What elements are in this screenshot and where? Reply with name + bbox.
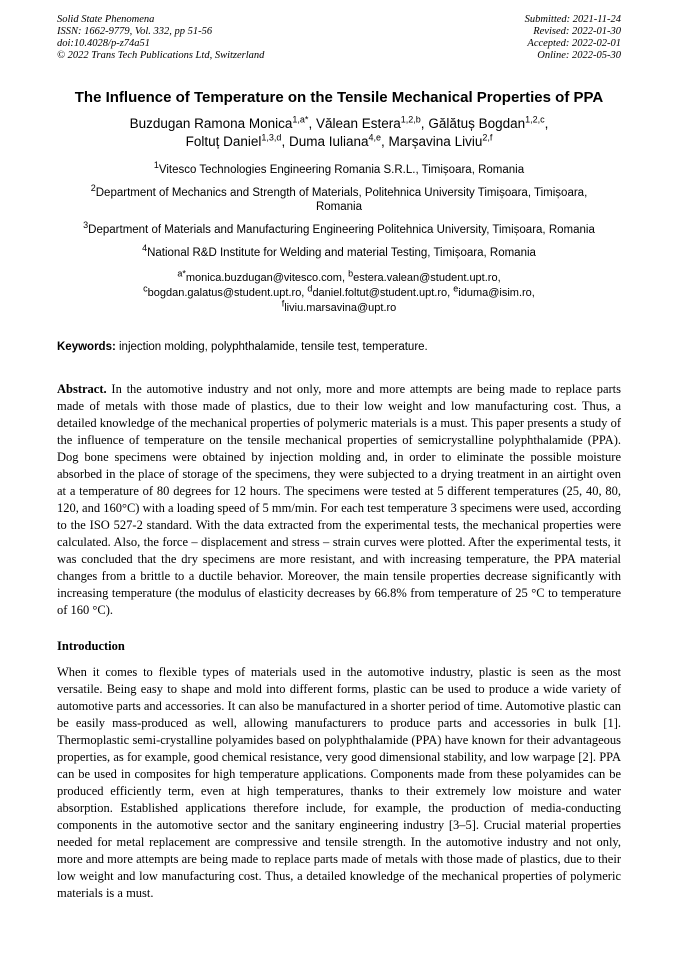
abstract	[57, 381, 621, 619]
journal-info	[57, 14, 264, 62]
author-name: Gălătuș Bogdan	[428, 116, 526, 131]
authors-line-1	[57, 115, 621, 133]
affiliation	[69, 160, 609, 177]
submission-dates	[525, 14, 621, 62]
date-accepted: Accepted: 2022-02-01	[527, 38, 621, 49]
author-separator: ,	[381, 134, 389, 149]
introduction-text: When it comes to flexible types of materials used in the automotive industry, plastic is seen as the most versatile. Being easy to shape and mold into different forms, plastic can be used to produce a wide variety of automotive parts and accessories. It can also be manufactured in a shorter period of time. Automotive plastic can be easily mass-produced as well, allowing manufacturers to produce parts and accessories in bulk [1]. Thermoplastic semi-crystalline polyamides based on polyphthalamide (PPA) have known for their advantageous properties, as for example, good chemical resistance, very good dimensional stability, and low warpage [2]. PPA can be used in composites for high temperature applications. Components made from these polyamides can be produced efficiently term, even at high temperatures, thanks to their extremely low moisture and water absorption. Established applications therefore include, for example, the production of media-conducting components in the automotive sector and the sanitary engineering industry [3–5]. Crucial material properties needed for metal replacement are compressive and tensile strength. In the automotive industry and not only, more and more attempts are being made to replace parts made of metals with those made of plastics, due to their low weight and low manufacturing cost. Thus, a detailed knowledge of the mechanical properties of polymeric materials is a must.	[57, 665, 621, 901]
abstract-text: In the automotive industry and not only, more and more attempts are being made to replace parts made of metals with those made of plastics, due to their low weight and low manufacturing cost. Thus, a detailed knowledge of the mechanical properties of polymeric materials is a must. This paper presents a study of the influence of temperature on the tensile mechanical properties of semicrystalline polyphthalamide (PPA). Dog bone specimens were obtained by injection molding and, in order to eliminate the possible moisture absorbed in the place of storage of the specimens, they were subjected to a drying treatment in an airtight oven at a temperature of 80 degrees for 12 hours. The specimens were tested at 5 different temperatures (25, 40, 80, 120, and 160°C) with a loading speed of 5 mm/min. For each test temperature 3 specimens were used, according to the ISO 527-2 standard. With the data extracted from the experimental tests, the mechanical properties were calculated. Also, the force – displacement and stress – strain curves were plotted. After the experimental tests, it was concluded that the dry specimens are more resistant, and with increasing temperature, the PPA material changes from a brittle to a ductile behavior. Moreover, the main tensile properties decrease significantly with increasing temperature (the modulus of elasticity decreases by 66.8% from temperature of 25 °C to temperature of 160 °C).	[57, 382, 621, 617]
author-separator: ,	[281, 134, 289, 149]
authors-block	[57, 115, 621, 151]
affiliation-text: Vitesco Technologies Engineering Romania S.R.L., Timișoara, Romania	[158, 164, 525, 176]
date-submitted: Submitted: 2021-11-24	[524, 14, 621, 25]
author-superscript: 1,a*	[292, 114, 309, 125]
affiliation	[69, 220, 609, 237]
author-name: Duma Iuliana	[288, 134, 369, 149]
affiliations-block	[57, 160, 621, 260]
journal-issn: ISSN: 1662-9779, Vol. 332, pp 51-56	[57, 26, 213, 37]
email-superscript: c	[143, 283, 148, 294]
affiliation-text: National R&D Institute for Welding and material Testing, Timișoara, Romania	[147, 247, 536, 259]
keywords-text: injection molding, polyphthalamide, tensile test, temperature.	[115, 341, 428, 353]
email-address: bogdan.galatus@student.upt.ro,	[147, 287, 308, 299]
email-address: liviu.marsavina@upt.ro	[284, 302, 397, 314]
keywords-line	[57, 340, 621, 355]
journal-title: Solid State Phenomena	[57, 14, 155, 25]
email-superscript: a*	[177, 268, 186, 279]
author-superscript: 1,2,b	[400, 114, 421, 125]
email-line-3	[57, 298, 621, 316]
date-revised: Revised: 2022-01-30	[533, 26, 621, 37]
authors-line-2	[57, 133, 621, 151]
author-separator: ,	[420, 116, 429, 131]
abstract-label: Abstract.	[57, 382, 107, 396]
email-superscript: b	[348, 268, 354, 279]
affiliation-text: Department of Mechanics and Strength of Materials, Politehnica University Timișoara, Timișoara, Romania	[95, 187, 588, 213]
author-name: Foltuț Daniel	[185, 134, 262, 149]
introduction-heading: Introduction	[57, 639, 125, 653]
journal-header	[57, 14, 621, 62]
author-emails	[57, 268, 621, 316]
email-superscript: d	[307, 283, 313, 294]
email-line-2	[57, 283, 621, 301]
affiliation-text: Department of Materials and Manufacturing Engineering Politehnica University, Timișoara, Romania	[88, 224, 595, 236]
email-address: iduma@isim.ro,	[458, 287, 535, 299]
affiliation	[69, 243, 609, 260]
author-separator: ,	[308, 116, 316, 131]
journal-copyright: © 2022 Trans Tech Publications Ltd, Switzerland	[57, 50, 265, 61]
author-name: Vălean Estera	[315, 116, 401, 131]
author-name: Buzdugan Ramona Monica	[129, 116, 293, 131]
email-line-1	[57, 268, 621, 286]
author-separator: ,	[544, 116, 549, 131]
paper-title: The Influence of Temperature on the Tensile Mechanical Properties of PPA	[74, 89, 604, 106]
email-superscript: e	[453, 283, 459, 294]
affiliation-superscript: 4	[142, 243, 148, 254]
journal-doi: doi:10.4028/p-z74a51	[57, 38, 151, 49]
email-address: estera.valean@student.upt.ro,	[353, 272, 501, 284]
author-superscript: 1,3,d	[261, 132, 282, 143]
email-superscript: f	[281, 298, 285, 309]
author-superscript: 4,e	[368, 132, 382, 143]
author-superscript: 1,2,c	[525, 114, 545, 125]
email-address: daniel.foltut@student.upt.ro,	[312, 287, 454, 299]
author-superscript: 2,f	[482, 132, 493, 143]
affiliation	[69, 183, 609, 214]
affiliation-superscript: 3	[83, 220, 89, 231]
affiliation-superscript: 2	[90, 183, 96, 194]
affiliation-superscript: 1	[153, 160, 159, 171]
author-name: Marșavina Liviu	[388, 134, 483, 149]
date-online: Online: 2022-05-30	[537, 50, 621, 61]
email-address: monica.buzdugan@vitesco.com,	[185, 272, 349, 284]
keywords-label: Keywords:	[57, 341, 116, 353]
